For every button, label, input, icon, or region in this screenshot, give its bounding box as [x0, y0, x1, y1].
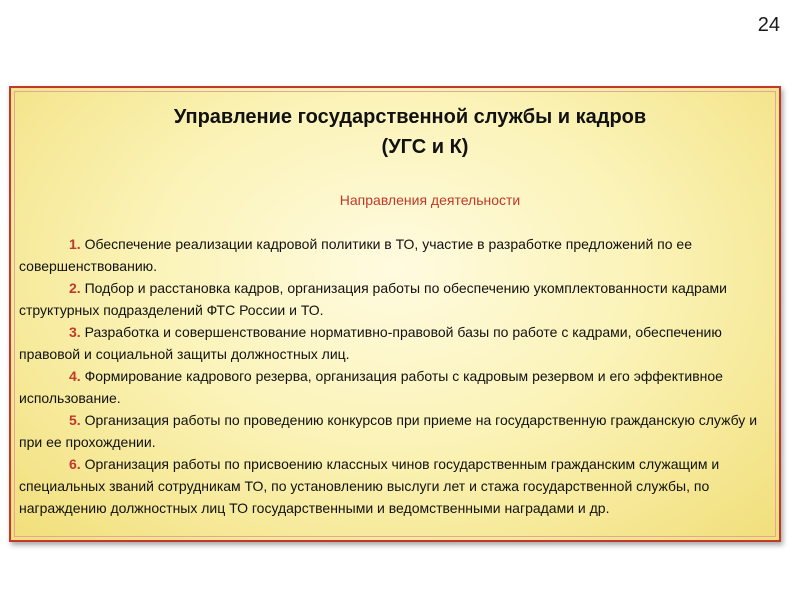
content-frame [9, 86, 781, 542]
list-item [19, 233, 773, 277]
item-number: 3. [69, 324, 81, 340]
item-text: Разработка и совершенствование нормативно-правовой базы по работе с кадрами, обеспечению правовой и социальной защиты должностных лиц. [19, 324, 722, 362]
activity-list [19, 233, 773, 519]
item-number: 6. [69, 456, 81, 472]
page-number: 24 [757, 14, 780, 36]
title-line-1: Управление государственной службы и кадров [173, 106, 647, 128]
item-text: Подбор и расстановка кадров, организация работы по обеспечению укомплектованности кадрами структурных подразделений ФТС России и ТО. [19, 280, 727, 318]
list-item [19, 321, 773, 365]
list-item [19, 277, 773, 321]
item-number: 5. [69, 412, 81, 428]
item-text: Обеспечение реализации кадровой политики в ТО, участие в разработке предложений по ее совершенствованию. [19, 236, 692, 274]
item-text: Организация работы по проведению конкурсов при приеме на государственную гражданскую службу и при ее прохождении. [19, 412, 758, 450]
item-number: 4. [69, 368, 81, 384]
item-text: Формирование кадрового резерва, организация работы с кадровым резервом и его эффективное использование. [19, 368, 723, 406]
slide-title [11, 102, 779, 162]
title-line-2: (УГС и К) [381, 136, 469, 158]
item-text: Организация работы по присвоению классных чинов государственным гражданским служащим и специальных званий сотрудникам ТО, по установлению выслуги лет и стажа государственной службы, по награждению должностных лиц ТО государственными и ведомственными наградами и др. [19, 456, 720, 516]
list-item [19, 409, 773, 453]
list-item [19, 453, 773, 519]
list-item [19, 365, 773, 409]
item-number: 2. [69, 280, 81, 296]
section-subtitle: Направления деятельности [339, 192, 521, 208]
item-number: 1. [69, 236, 81, 252]
